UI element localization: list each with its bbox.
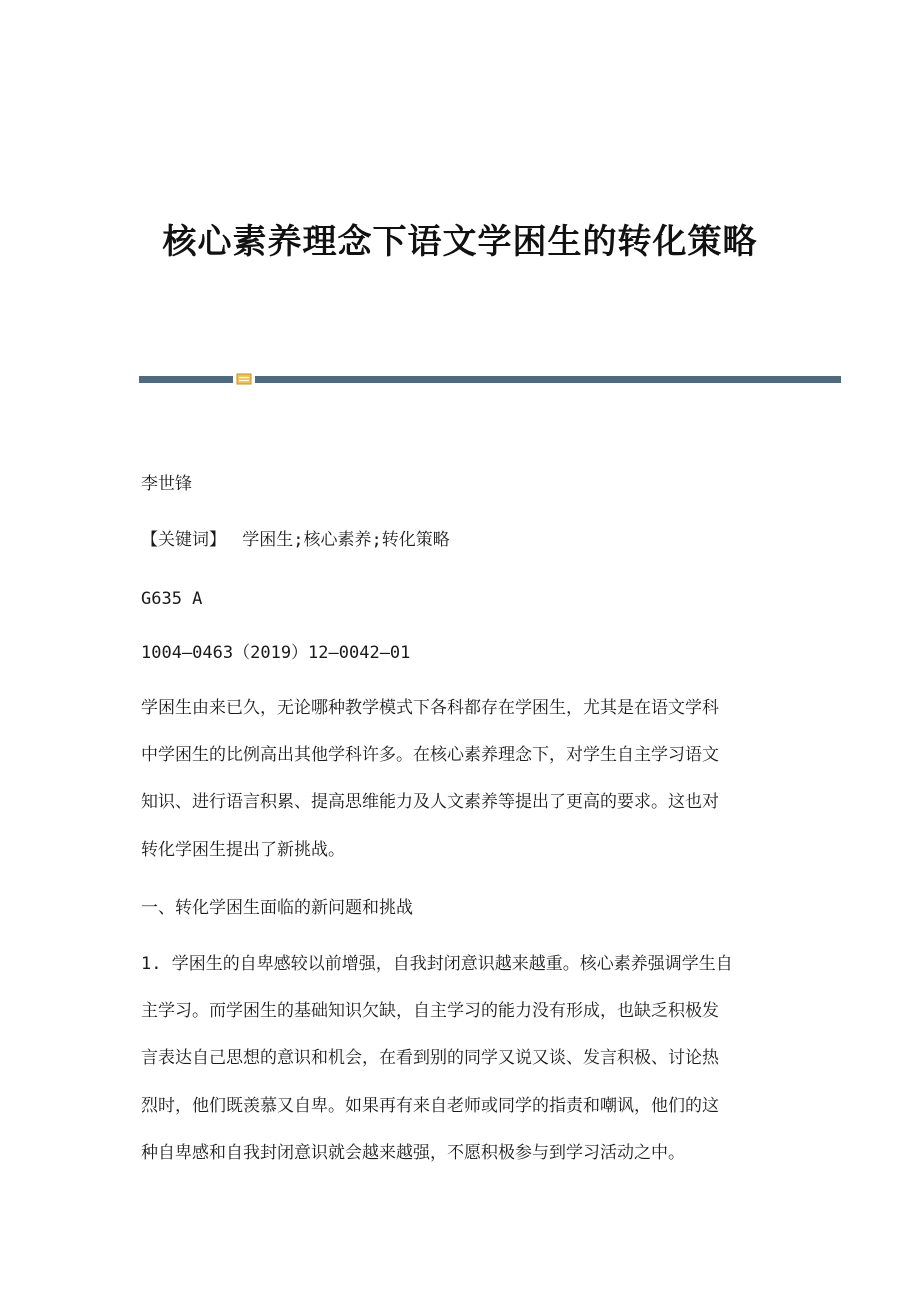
paragraph-line: 1. 学困生的自卑感较以前增强，自我封闭意识越来越重。核心素养强调学生自 <box>141 954 733 974</box>
author-name: 李世锋 <box>141 474 192 494</box>
divider-right-bar <box>255 376 841 383</box>
article-number: 1004—0463（2019）12—0042—01 <box>141 643 411 663</box>
paragraph-line: 言表达自己思想的意识和机会，在看到别的同学又说又谈、发言积极、讨论热 <box>141 1048 719 1068</box>
classification-code: G635 A <box>141 589 203 609</box>
keywords-line <box>141 530 450 550</box>
paragraph-line: 主学习。而学困生的基础知识欠缺，自主学习的能力没有形成，也缺乏积极发 <box>141 1001 719 1021</box>
divider-emblem-icon <box>236 373 252 385</box>
divider-left-bar <box>139 376 233 383</box>
keywords-value: 学困生;核心素养;转化策略 <box>242 530 450 550</box>
section-heading: 一、转化学困生面临的新问题和挑战 <box>141 898 413 918</box>
paragraph-line: 种自卑感和自我封闭意识就会越来越强，不愿积极参与到学习活动之中。 <box>141 1143 685 1163</box>
paragraph-line: 转化学困生提出了新挑战。 <box>141 840 345 860</box>
page-title: 核心素养理念下语文学困生的转化策略 <box>162 222 758 262</box>
paragraph-line: 知识、进行语言积累、提高思维能力及人文素养等提出了更高的要求。这也对 <box>141 792 719 812</box>
paragraph-line: 中学困生的比例高出其他学科许多。在核心素养理念下，对学生自主学习语文 <box>141 745 719 765</box>
paragraph-line: 烈时，他们既羡慕又自卑。如果再有来自老师或同学的指责和嘲讽，他们的这 <box>141 1096 719 1116</box>
title-divider <box>139 373 841 385</box>
keywords-label: 【关键词】 <box>141 530 226 550</box>
paragraph-line: 学困生由来已久，无论哪种教学模式下各科都存在学困生，尤其是在语文学科 <box>141 698 719 718</box>
